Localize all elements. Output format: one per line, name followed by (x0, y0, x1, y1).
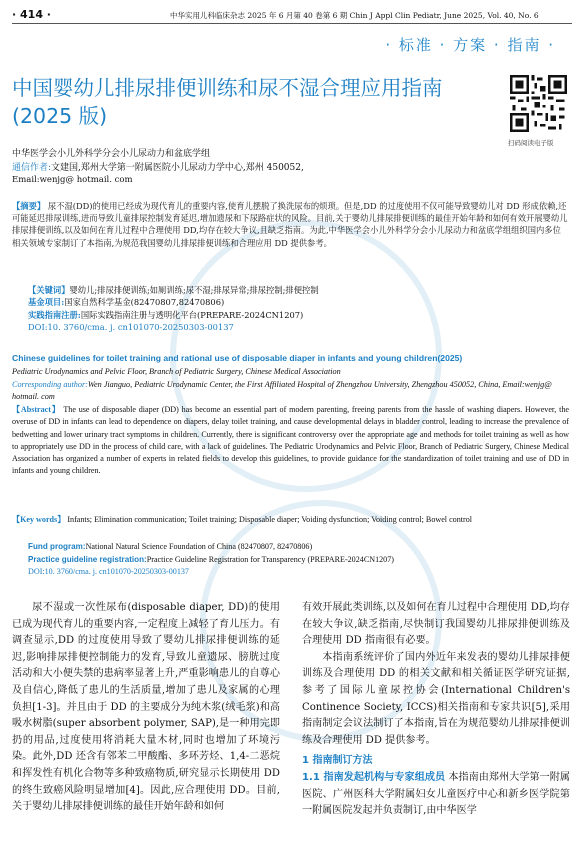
body-paragraph: 本指南由郑州大学第一附属医院、广州医科大学附属妇女儿童医疗中心和新乡医学院第一附属医院发起并负责制订,由中华医学 (302, 771, 570, 817)
body-column-left (12, 600, 280, 816)
body-paragraph: 本指南系统评价了国内外近年来发表的婴幼儿排尿排便训练及合理使用 DD 的相关文献和相关循证医学研究证据,参考了国际儿童尿控协会(International Children's Continence Society, ICCS)相关指南和专家共识[5],采用指南制定会议法制订了本指南,旨在为规范婴幼儿排尿排便训练及合理使用 DD 提供参考。 (302, 651, 570, 746)
en-author-org: Pediatric Urodynamics and Pelvic Floor, Branch of Pediatric Surgery, Chinese Medical Association (12, 367, 341, 376)
article-title: 中国婴幼儿排尿排便训练和尿不湿合理应用指南(2025 版) (12, 76, 443, 128)
en-abstract-text: The use of disposable diaper (DD) has become an essential part of modern parenting, freeing parents from the hassle of washing diapers. However, the overuse of DD in infants can lead to dependence on diapers, delay toilet training, and cause developmental delays in bladder control, leading to increase the prevalence of bedwetting and lower urinary tract symptoms in children. Currently, there is significant controversy over the appropriate age and methods for toilet training as well as how to appropriately use DD in the process of child care, with a lack of guidelines. The Pediatric Urodynamics and Pelvic Floor, Branch of Pediatric Surgery, Chinese Medical Association has organized a number of experts in related fields to develop this guidelines, to provide guidance for the standardization of toilet training and use of DD in infants and young children. (12, 405, 569, 476)
en-registration (28, 554, 568, 567)
author-organization: 中华医学会小儿外科学分会小儿尿动力和盆底学组 (12, 149, 211, 159)
body-paragraph: 尿不湿或一次性尿布(disposable diaper, DD)的使用已成为现代育儿的重要内容,一定程度上减轻了育儿压力。有调查显示,DD 的过度使用导致了婴幼儿排尿排便训练的延迟,影响排尿排便控制能力的发育,导致儿童遗尿、膀胱过度活动和大小便失禁的患病率显著上升,严重影响患儿的自尊心及自信心,降低了患儿的生活质量,增加了患儿及家属的心理负担[1-3]。并且由于 DD 的主要成分为纯木浆(绒毛浆)和高吸水树脂(super absorbent polymer, SAP),是一种用完即扔的用品,过度使用将消耗大量木材,同时也增加了环境污染。此外,DD 还含有邻苯二甲酸酯、多环芳烃、1,4-二恶烷和挥发性有机化合物等多种致癌物质,研究显示长期使用 DD 的终生致癌风险明显增加[4]。因此,应合理使用 DD。目前,关于婴幼儿排尿排便训练的最佳开始年龄和如何 (12, 602, 280, 813)
cn-fund-label: 基金项目: (28, 297, 65, 308)
qr-caption: 扫码阅读电子版 (508, 139, 554, 147)
en-keywords-label: 【Key words】 (12, 515, 66, 524)
en-keywords-text: Infants; Elimination communication; Toilet training; Disposable diaper; Voiding dysfunction; Voiding control; Bowel control (67, 515, 473, 524)
en-corresponding (12, 379, 572, 404)
section-tag: · 标准 · 方案 · 指南 · (385, 36, 555, 54)
corresponding-email[interactable]: Email:wenjg@ hotmail. com (12, 175, 133, 185)
page-number: · 414 · (12, 8, 51, 21)
en-registration-text: Practice Guideline Registration for Transparency (PREPARE-2024CN1207) (146, 554, 394, 564)
en-keywords (12, 514, 569, 527)
english-abstract (12, 404, 569, 478)
cn-registration (28, 309, 568, 321)
cn-registration-text: 国际实践指南注册与透明化平台(PREPARE-2024CN1207) (80, 309, 304, 320)
en-corresponding-text: Wen Jianguo, Pediatric Urodynamic Center, the First Affiliated Hospital of Zhengzhou University, Zhengzhou 450052, China, Email:wenjg@ hotmail. com (12, 379, 552, 402)
subsection-heading: 1.1 指南发起机构与专家组成员 (302, 771, 446, 783)
body-column-right (302, 600, 570, 820)
cn-keywords-label: 【关键词】 (28, 285, 70, 295)
chinese-abstract (12, 200, 569, 249)
cn-fund-text: 国家自然科学基金(82470807,82470806) (64, 297, 225, 308)
en-fund (28, 541, 568, 554)
en-fund-label: Fund program: (28, 542, 86, 551)
english-title: Chinese guidelines for toilet training and rational use of disposable diaper in infants and young children(2025) (12, 353, 463, 363)
subsection (302, 770, 570, 820)
english-metadata (28, 541, 568, 579)
cn-abstract-text: 尿不湿(DD)的使用已经成为现代育儿的重要内容,使育儿摆脱了换洗尿布的烦琐。但是,DD 的过度使用不仅可能导致婴幼儿对 DD 形成依赖,还可能延迟排尿训练,进而导致儿童排尿控制发育延迟,增加遗尿和下尿路症状的风险。目前,关于婴幼儿排尿排便训练的最佳开始年龄和如何有效开展婴幼儿排尿排便训练,以及如何在育儿过程中合理使用 DD,均存在较大争议,且缺乏指南。为此,中华医学会小儿外科学分会小儿尿动力和盆底学组组织国内多位相关领域专家制订了本指南,为规范我国婴幼儿排尿排便训练和合理应用 DD 提供参考。 (12, 201, 568, 248)
running-head: 中华实用儿科临床杂志 2025 年 6 月第 40 卷第 6 期 Chin J Appl Clin Pediatr, June 2025, Vol. 40, No. 6 (170, 11, 539, 20)
cn-keywords (28, 284, 568, 296)
en-registration-label: Practice guideline registration: (28, 554, 147, 564)
en-corresponding-label: Corresponding author: (12, 379, 88, 389)
corresponding-label: 通信作者: (12, 163, 52, 173)
body-paragraph: 有效开展此类训练,以及如何在育儿过程中合理使用 DD,均存在较大争议,缺乏指南,尽快制订我国婴幼儿排尿排便训练及合理使用 DD 指南很有必要。 (302, 602, 570, 647)
cn-keywords-text: 婴幼儿;排尿排便训练;如厕训练;尿不湿;排尿异常;排尿控制;排便控制 (69, 285, 319, 295)
en-fund-text: National Natural Science Foundation of China (82470807, 82470806) (85, 542, 313, 551)
cn-abstract-label: 【摘要】 (12, 201, 46, 211)
qr-code-icon[interactable] (510, 75, 567, 132)
header-divider (12, 23, 572, 24)
cn-fund (28, 296, 568, 308)
corresponding-text: 文建国,郑州大学第一附属医院小儿尿动力学中心,郑州 450052, (51, 163, 304, 173)
chinese-metadata (28, 284, 568, 334)
section-heading: 1 指南制订方法 (302, 755, 373, 767)
english-authors (12, 366, 572, 404)
en-doi-link[interactable]: DOI:10. 3760/cma. j. cn101070-20250303-00137 (28, 567, 189, 577)
cn-doi-link[interactable]: DOI:10. 3760/cma. j. cn101070-20250303-00137 (28, 322, 234, 333)
en-abstract-label: 【Abstract】 (12, 405, 61, 414)
corresponding-author (12, 160, 304, 173)
cn-registration-label: 实践指南注册: (28, 309, 81, 320)
